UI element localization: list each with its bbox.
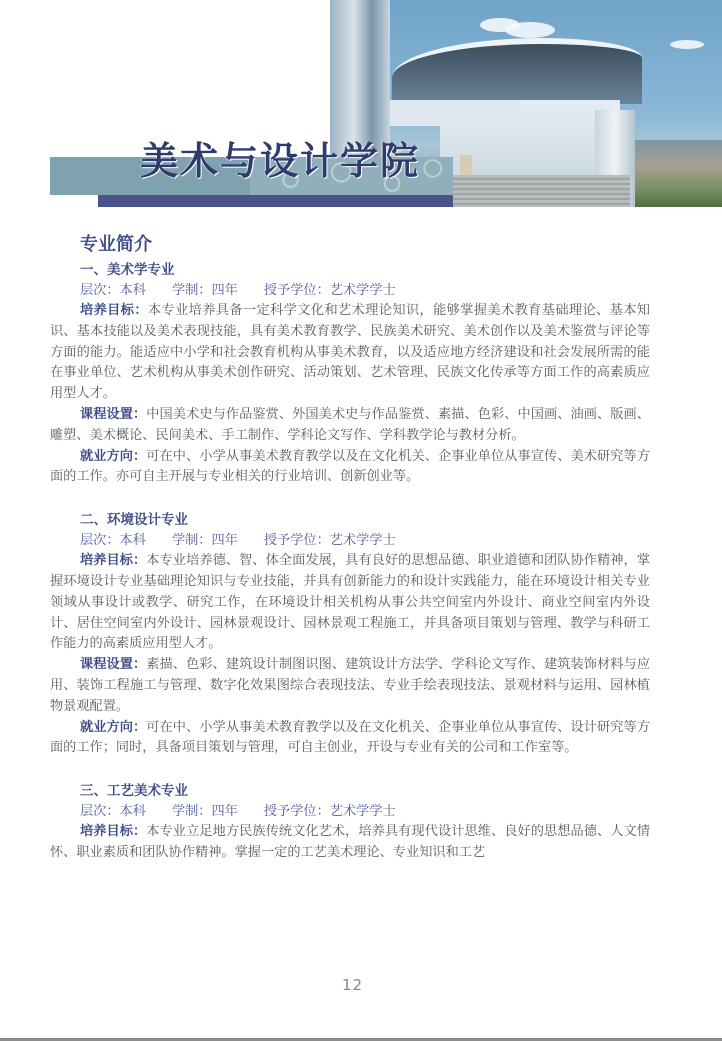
paragraph-label: 课程设置： — [80, 406, 147, 422]
paragraph-text: 可在中、小学从事美术教育教学以及在文化机关、企事业单位从事宣传、美术研究等方面的工作。亦可自主开展与专业相关的行业培训、创新创业等。 — [50, 448, 651, 485]
paragraph-text: 本专业培养德、智、体全面发展，具有良好的思想品德、职业道德和团队协作精神，掌握环境设计专业基础理论知识与专业技能，并具有创新能力的和设计实践能力，能在环境设计相关专业领域从事设计或教学、研究工作，在环境设计相关机构从事公共空间室内外设计、商业空间室内外设计、居住空间室内外设计、园林景观设计、园林景观工程施工，并具备项目策划与管理、教学与科研工作能力的高素质应用型人才。 — [50, 553, 651, 652]
paragraph-training-goal — [50, 301, 650, 405]
major-title: 一、美术学专业 — [80, 262, 175, 278]
paragraph-text: 中国美术史与作品鉴赏、外国美术史与作品鉴赏、素描、色彩、中国画、油画、版画、雕塑、美术概论、民间美术、手工制作、学科论文写作、学科教学论与教材分析。 — [50, 406, 651, 443]
paragraph-text: 可在中、小学从事美术教育教学以及在文化机关、企事业单位从事宣传、设计研究等方面的工作；同时，具备项目策划与管理，可自主创业，开设与专业有关的公司和工作室等。 — [50, 719, 651, 756]
document-body — [50, 232, 650, 864]
paragraph-text: 素描、色彩、建筑设计制图识图、建筑设计方法学、学科论文写作、建筑装饰材料与应用、装饰工程施工与管理、数字化效果图综合表现技法、专业手绘表现技法、景观材料与运用、园林植物景观配置。 — [50, 657, 651, 714]
meta-level: 层次：本科 — [80, 283, 146, 298]
meta-level: 层次：本科 — [80, 533, 146, 549]
page-header — [0, 0, 722, 210]
major-meta — [80, 281, 650, 301]
page-number: 12 — [342, 976, 364, 994]
major-title: 二、环境设计专业 — [80, 512, 188, 529]
meta-duration: 学制：四年 — [171, 283, 238, 298]
paragraph-curriculum — [50, 405, 650, 447]
college-title: 美术与设计学院 — [140, 138, 421, 183]
paragraph-career — [50, 447, 650, 489]
paragraph-label: 就业方向： — [80, 448, 147, 464]
meta-duration: 学制：四年 — [171, 533, 238, 549]
paragraph-text: 本专业培养具备一定科学文化和艺术理论知识，能够掌握美术教育基础理论、基本知识、基本技能以及美术表现技能，具有美术教育教学、民族美术研究、美术创作以及美术鉴赏与评论等方面的能力。能适应中小学和社会教育机构从事美术教育，以及适应地方经济建设和社会发展所需的能在事业单位、艺术机构从事美术创作研究、活动策划、艺术管理、民族文化传承等方面工作的高素质应用型人才。 — [50, 303, 650, 402]
major-section-environmental-design — [50, 510, 650, 759]
paragraph-label: 培养目标： — [80, 553, 147, 569]
major-section-craft-arts — [50, 781, 650, 864]
meta-duration: 学制：四年 — [171, 804, 238, 820]
meta-degree: 授予学位：艺术学学士 — [263, 283, 396, 298]
paragraph-curriculum — [50, 655, 650, 717]
meta-level: 层次：本科 — [80, 804, 146, 820]
meta-degree: 授予学位：艺术学学士 — [263, 804, 396, 820]
paragraph-training-goal — [50, 822, 650, 864]
major-meta — [80, 802, 650, 822]
paragraph-text: 本专业立足地方民族传统文化艺术，培养具有现代设计思维、良好的思想品德、人文情怀、职业素质和团队协作精神。掌握一定的工艺美术理论、专业知识和工艺 — [50, 824, 651, 860]
paragraph-label: 就业方向： — [80, 719, 147, 735]
meta-degree: 授予学位：艺术学学士 — [263, 533, 396, 549]
major-meta — [80, 531, 650, 551]
section-title: 专业简介 — [80, 234, 152, 255]
major-section-fine-arts — [50, 260, 650, 488]
major-title: 三、工艺美术专业 — [80, 783, 188, 800]
title-band-dark — [98, 195, 453, 207]
paragraph-label: 培养目标： — [80, 303, 148, 318]
paragraph-label: 课程设置： — [80, 657, 147, 673]
paragraph-career — [50, 718, 650, 760]
paragraph-label: 培养目标： — [80, 824, 147, 840]
paragraph-training-goal — [50, 551, 650, 655]
